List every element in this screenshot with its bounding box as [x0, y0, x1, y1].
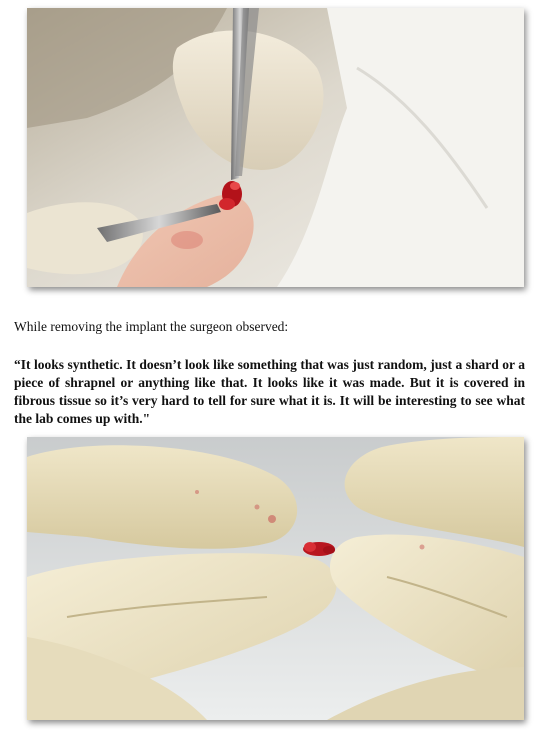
photo-implant-extraction [27, 8, 524, 287]
photo-implant-between-fingers [27, 437, 524, 720]
surgeon-quote: “It looks synthetic. It doesn’t look like something that was just random, just a shard or a piece of shrapnel or anything like that. It looks like it was made. But it is covered in fibrous tissue so it’s very hard to tell for sure what it is. It will be interesting to see what the lab comes up with." [14, 357, 525, 426]
intro-text: While removing the implant the surgeon observed: [14, 319, 289, 334]
